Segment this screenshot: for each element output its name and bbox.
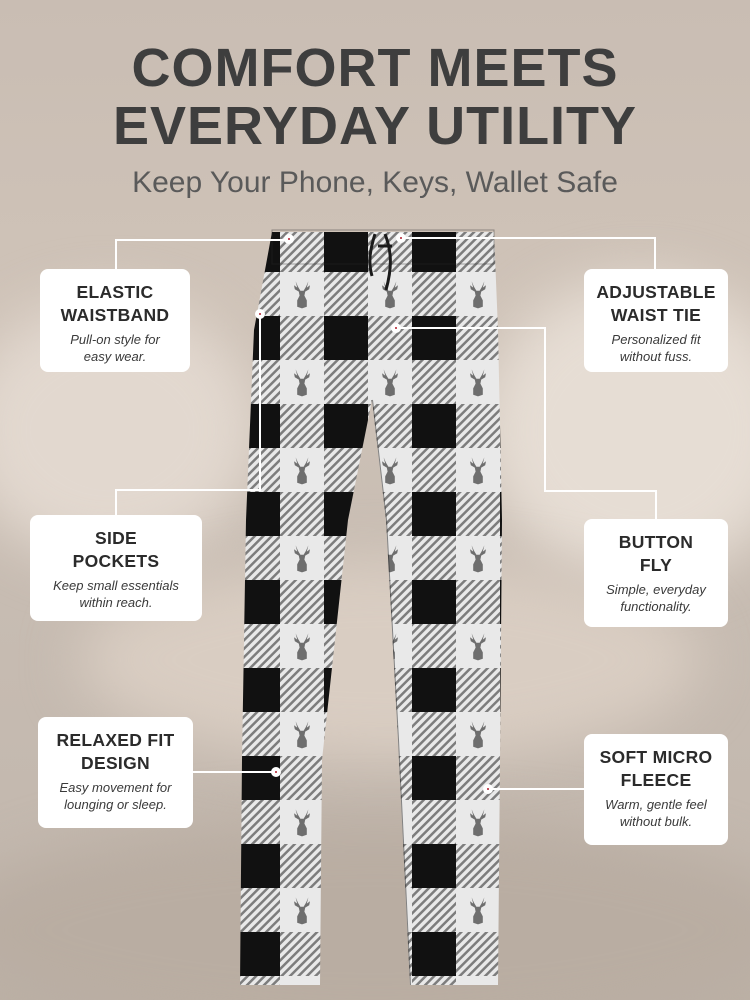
- feature-title: SOFT MICRO: [599, 747, 713, 767]
- plaid-square: [500, 492, 544, 536]
- plaid-square: [324, 712, 368, 756]
- feature-title: RELAXED FIT: [56, 730, 175, 750]
- plaid-square: [456, 668, 500, 712]
- plaid-square: [412, 316, 456, 360]
- feature-description: without fuss.: [619, 349, 693, 364]
- plaid-square: [236, 976, 280, 1000]
- plaid-square: [412, 624, 456, 668]
- feature-card-elastic-waistband: [40, 269, 190, 372]
- plaid-square: [236, 624, 280, 668]
- plaid-square: [412, 448, 456, 492]
- plaid-square: [500, 448, 544, 492]
- feature-title: DESIGN: [81, 753, 150, 773]
- callout-dot-icon: [284, 234, 294, 244]
- plaid-square: [324, 800, 368, 844]
- deer-head-icon: [382, 985, 398, 1000]
- leader-relaxed-h: [190, 771, 276, 773]
- plaid-square: [280, 492, 324, 536]
- plaid-square: [500, 888, 544, 932]
- plaid-square: [324, 272, 368, 316]
- plaid-square: [368, 932, 412, 976]
- plaid-square: [236, 404, 280, 448]
- plaid-square: [368, 800, 412, 844]
- plaid-square: [236, 228, 280, 272]
- plaid-square: [368, 888, 412, 932]
- plaid-square: [236, 492, 280, 536]
- plaid-square: [456, 228, 500, 272]
- feature-title: BUTTON: [618, 532, 694, 552]
- leader-waistband-h: [115, 239, 287, 241]
- plaid-square: [236, 316, 280, 360]
- plaid-square: [456, 756, 500, 800]
- leader-tie-h: [400, 237, 656, 239]
- plaid-square: [412, 976, 456, 1000]
- plaid-square: [280, 932, 324, 976]
- plaid-square: [412, 756, 456, 800]
- feature-description: Keep small essentials: [53, 578, 179, 593]
- plaid-square: [368, 668, 412, 712]
- plaid-square: [368, 976, 412, 1000]
- plaid-square: [324, 536, 368, 580]
- plaid-square: [500, 228, 544, 272]
- feature-title: SIDE: [94, 528, 138, 548]
- feature-title: ELASTIC: [76, 282, 154, 302]
- plaid-square: [324, 448, 368, 492]
- deer-head-icon: [294, 985, 310, 1000]
- plaid-square: [456, 844, 500, 888]
- deer-head-icon: [382, 721, 398, 748]
- feature-description: Personalized fit: [611, 332, 701, 347]
- leader-fly-h2: [544, 490, 657, 492]
- plaid-square: [280, 404, 324, 448]
- plaid-square: [412, 404, 456, 448]
- plaid-square: [500, 756, 544, 800]
- plaid-square: [236, 536, 280, 580]
- plaid-square: [500, 668, 544, 712]
- headline-line-2: EVERYDAY UTILITY: [112, 96, 638, 156]
- plaid-square: [236, 888, 280, 932]
- plaid-square: [368, 492, 412, 536]
- plaid-square: [500, 316, 544, 360]
- leader-pocket-v: [259, 313, 261, 491]
- plaid-square: [236, 580, 280, 624]
- plaid-square: [236, 712, 280, 756]
- plaid-square: [412, 668, 456, 712]
- leader-pocket-v2: [115, 489, 117, 515]
- plaid-square: [236, 932, 280, 976]
- plaid-square: [324, 976, 368, 1000]
- leader-tie-v: [654, 237, 656, 271]
- plaid-square: [500, 844, 544, 888]
- plaid-square: [500, 712, 544, 756]
- plaid-square: [412, 228, 456, 272]
- callout-dot-icon: [396, 233, 406, 243]
- plaid-square: [368, 316, 412, 360]
- plaid-square: [280, 316, 324, 360]
- plaid-square: [280, 668, 324, 712]
- deer-head-icon: [382, 809, 398, 836]
- feature-description: without bulk.: [619, 814, 693, 829]
- plaid-square: [236, 360, 280, 404]
- plaid-square: [324, 624, 368, 668]
- plaid-square: [412, 800, 456, 844]
- headline-line-1: COMFORT MEETS: [131, 38, 619, 98]
- feature-title: FLEECE: [620, 770, 692, 790]
- feature-title: FLY: [639, 555, 673, 575]
- plaid-square: [412, 932, 456, 976]
- plaid-square: [324, 316, 368, 360]
- callout-dot-icon: [271, 767, 281, 777]
- plaid-square: [456, 932, 500, 976]
- feature-card-side-pockets: [30, 515, 202, 621]
- plaid-square: [456, 316, 500, 360]
- plaid-square: [280, 580, 324, 624]
- feature-description: Warm, gentle feel: [605, 797, 707, 812]
- feature-card-soft-micro-fleece: [584, 734, 728, 845]
- deer-head-icon: [382, 897, 398, 924]
- plaid-square: [368, 756, 412, 800]
- plaid-square: [368, 712, 412, 756]
- feature-description: lounging or sleep.: [64, 797, 167, 812]
- feature-card-relaxed-fit: [38, 717, 193, 828]
- plaid-square: [412, 580, 456, 624]
- plaid-square: [324, 756, 368, 800]
- plaid-square: [280, 844, 324, 888]
- feature-description: Simple, everyday: [606, 582, 706, 597]
- plaid-square: [368, 624, 412, 668]
- plaid-square: [368, 404, 412, 448]
- feature-card-adjustable-waist-tie: [584, 269, 728, 372]
- leader-waistband-v: [115, 239, 117, 270]
- plaid-square: [236, 844, 280, 888]
- leader-fly-v: [544, 327, 546, 492]
- plaid-square: [500, 624, 544, 668]
- plaid-square: [500, 580, 544, 624]
- callout-dot-icon: [255, 309, 265, 319]
- feature-title: ADJUSTABLE: [596, 282, 716, 302]
- plaid-square: [280, 756, 324, 800]
- plaid-square: [280, 976, 324, 1000]
- plaid-square: [412, 492, 456, 536]
- feature-title: POCKETS: [72, 551, 160, 571]
- plaid-square: [500, 800, 544, 844]
- feature-description: within reach.: [79, 595, 153, 610]
- plaid-square: [500, 404, 544, 448]
- leader-fly-h: [396, 327, 546, 329]
- leader-pocket-h: [115, 489, 261, 491]
- plaid-square: [324, 844, 368, 888]
- deer-head-icon: [470, 985, 486, 1000]
- subtitle: Keep Your Phone, Keys, Wallet Safe: [132, 166, 618, 199]
- plaid-square: [324, 492, 368, 536]
- leader-fly-v2: [655, 490, 657, 520]
- feature-description: easy wear.: [83, 349, 147, 364]
- plaid-square: [412, 360, 456, 404]
- plaid-square: [324, 228, 368, 272]
- plaid-square: [412, 712, 456, 756]
- plaid-square: [456, 976, 500, 1000]
- feature-title: WAIST TIE: [610, 305, 702, 325]
- feature-description: Easy movement for: [59, 780, 172, 795]
- plaid-square: [412, 536, 456, 580]
- plaid-square: [324, 932, 368, 976]
- callout-dot-icon: [391, 323, 401, 333]
- plaid-square: [500, 536, 544, 580]
- feature-description: functionality.: [620, 599, 692, 614]
- plaid-square: [500, 932, 544, 976]
- plaid-square: [412, 888, 456, 932]
- plaid-square: [500, 272, 544, 316]
- leader-fleece-h: [487, 788, 584, 790]
- plaid-square: [236, 448, 280, 492]
- plaid-square: [236, 800, 280, 844]
- feature-card-button-fly: [584, 519, 728, 627]
- plaid-square: [412, 844, 456, 888]
- plaid-square: [324, 888, 368, 932]
- plaid-square: [456, 580, 500, 624]
- plaid-square: [456, 492, 500, 536]
- plaid-square: [236, 756, 280, 800]
- callout-dot-icon: [483, 784, 493, 794]
- plaid-square: [412, 272, 456, 316]
- feature-title: WAISTBAND: [60, 305, 170, 325]
- plaid-square: [456, 404, 500, 448]
- buffalo-plaid-pattern: [236, 228, 544, 1000]
- plaid-square: [500, 360, 544, 404]
- plaid-square: [324, 360, 368, 404]
- plaid-square: [324, 668, 368, 712]
- plaid-square: [324, 404, 368, 448]
- feature-description: Pull-on style for: [70, 332, 160, 347]
- plaid-square: [236, 668, 280, 712]
- plaid-square: [500, 976, 544, 1000]
- plaid-square: [324, 580, 368, 624]
